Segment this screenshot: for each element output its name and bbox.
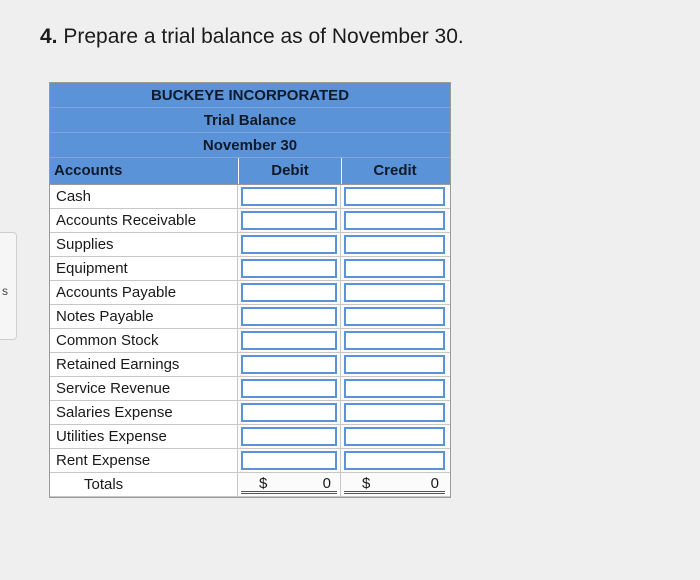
debit-input[interactable] [241, 451, 337, 470]
debit-input[interactable] [241, 283, 337, 302]
account-name: Accounts Payable [50, 281, 238, 304]
credit-input[interactable] [344, 379, 445, 398]
credit-column-header: Credit [341, 158, 448, 184]
debit-total-value: 0 [322, 474, 331, 492]
account-row [50, 281, 450, 305]
account-name: Service Revenue [50, 377, 238, 400]
credit-input[interactable] [344, 307, 445, 326]
credit-cell [341, 185, 448, 208]
credit-cell [341, 209, 448, 232]
credit-input[interactable] [344, 427, 445, 446]
credit-input[interactable] [344, 259, 445, 278]
debit-input[interactable] [241, 259, 337, 278]
debit-cell [238, 425, 341, 448]
account-row [50, 257, 450, 281]
account-name: Accounts Receivable [50, 209, 238, 232]
debit-input[interactable] [241, 355, 337, 374]
statement-title: Trial Balance [50, 108, 450, 133]
credit-cell [341, 353, 448, 376]
column-header-row [50, 158, 450, 185]
account-name: Rent Expense [50, 449, 238, 472]
debit-cell [238, 401, 341, 424]
accounts-column-header: Accounts [54, 162, 123, 179]
credit-cell [341, 377, 448, 400]
account-name: Notes Payable [50, 305, 238, 328]
debit-input[interactable] [241, 235, 337, 254]
debit-column-header: Debit [238, 158, 341, 184]
account-row [50, 329, 450, 353]
account-name: Common Stock [50, 329, 238, 352]
debit-cell [238, 329, 341, 352]
debit-cell [238, 377, 341, 400]
credit-cell [341, 305, 448, 328]
debit-input[interactable] [241, 427, 337, 446]
credit-cell [341, 401, 448, 424]
account-row [50, 449, 450, 473]
debit-cell [238, 305, 341, 328]
debit-cell [238, 449, 341, 472]
credit-input[interactable] [344, 331, 445, 350]
debit-input[interactable] [241, 379, 337, 398]
question-number: 4. [40, 25, 58, 48]
account-name: Cash [50, 185, 238, 208]
account-row [50, 233, 450, 257]
debit-cell [238, 353, 341, 376]
account-name: Salaries Expense [50, 401, 238, 424]
credit-cell [341, 257, 448, 280]
account-row [50, 209, 450, 233]
credit-total-currency: $ [362, 474, 371, 492]
debit-input[interactable] [241, 331, 337, 350]
debit-cell [238, 209, 341, 232]
question-heading [40, 25, 464, 49]
account-row [50, 377, 450, 401]
debit-input[interactable] [241, 403, 337, 422]
account-rows [50, 185, 450, 473]
credit-total-value: 0 [430, 474, 439, 492]
account-name: Equipment [50, 257, 238, 280]
account-row [50, 425, 450, 449]
credit-input[interactable] [344, 235, 445, 254]
totals-label: Totals [50, 473, 238, 496]
debit-input[interactable] [241, 187, 337, 206]
account-row [50, 185, 450, 209]
credit-input[interactable] [344, 403, 445, 422]
statement-date: November 30 [50, 133, 450, 158]
account-name: Utilities Expense [50, 425, 238, 448]
credit-input[interactable] [344, 283, 445, 302]
credit-input[interactable] [344, 451, 445, 470]
account-row [50, 353, 450, 377]
trial-balance-table [49, 82, 451, 498]
company-name: BUCKEYE INCORPORATED [50, 83, 450, 108]
credit-input[interactable] [344, 211, 445, 230]
side-tab-label: s [2, 284, 8, 298]
credit-input[interactable] [344, 355, 445, 374]
credit-cell [341, 425, 448, 448]
credit-cell [341, 281, 448, 304]
account-name: Supplies [50, 233, 238, 256]
debit-cell [238, 257, 341, 280]
credit-cell [341, 233, 448, 256]
credit-input[interactable] [344, 187, 445, 206]
question-text: Prepare a trial balance as of November 30. [63, 25, 464, 48]
credit-cell [341, 449, 448, 472]
credit-cell [341, 329, 448, 352]
account-row [50, 305, 450, 329]
totals-row [50, 473, 450, 497]
debit-total-cell [238, 473, 341, 496]
debit-cell [238, 281, 341, 304]
debit-input[interactable] [241, 307, 337, 326]
debit-cell [238, 185, 341, 208]
credit-total-cell [341, 473, 448, 496]
account-row [50, 401, 450, 425]
account-name: Retained Earnings [50, 353, 238, 376]
debit-total-currency: $ [259, 474, 268, 492]
debit-cell [238, 233, 341, 256]
debit-input[interactable] [241, 211, 337, 230]
